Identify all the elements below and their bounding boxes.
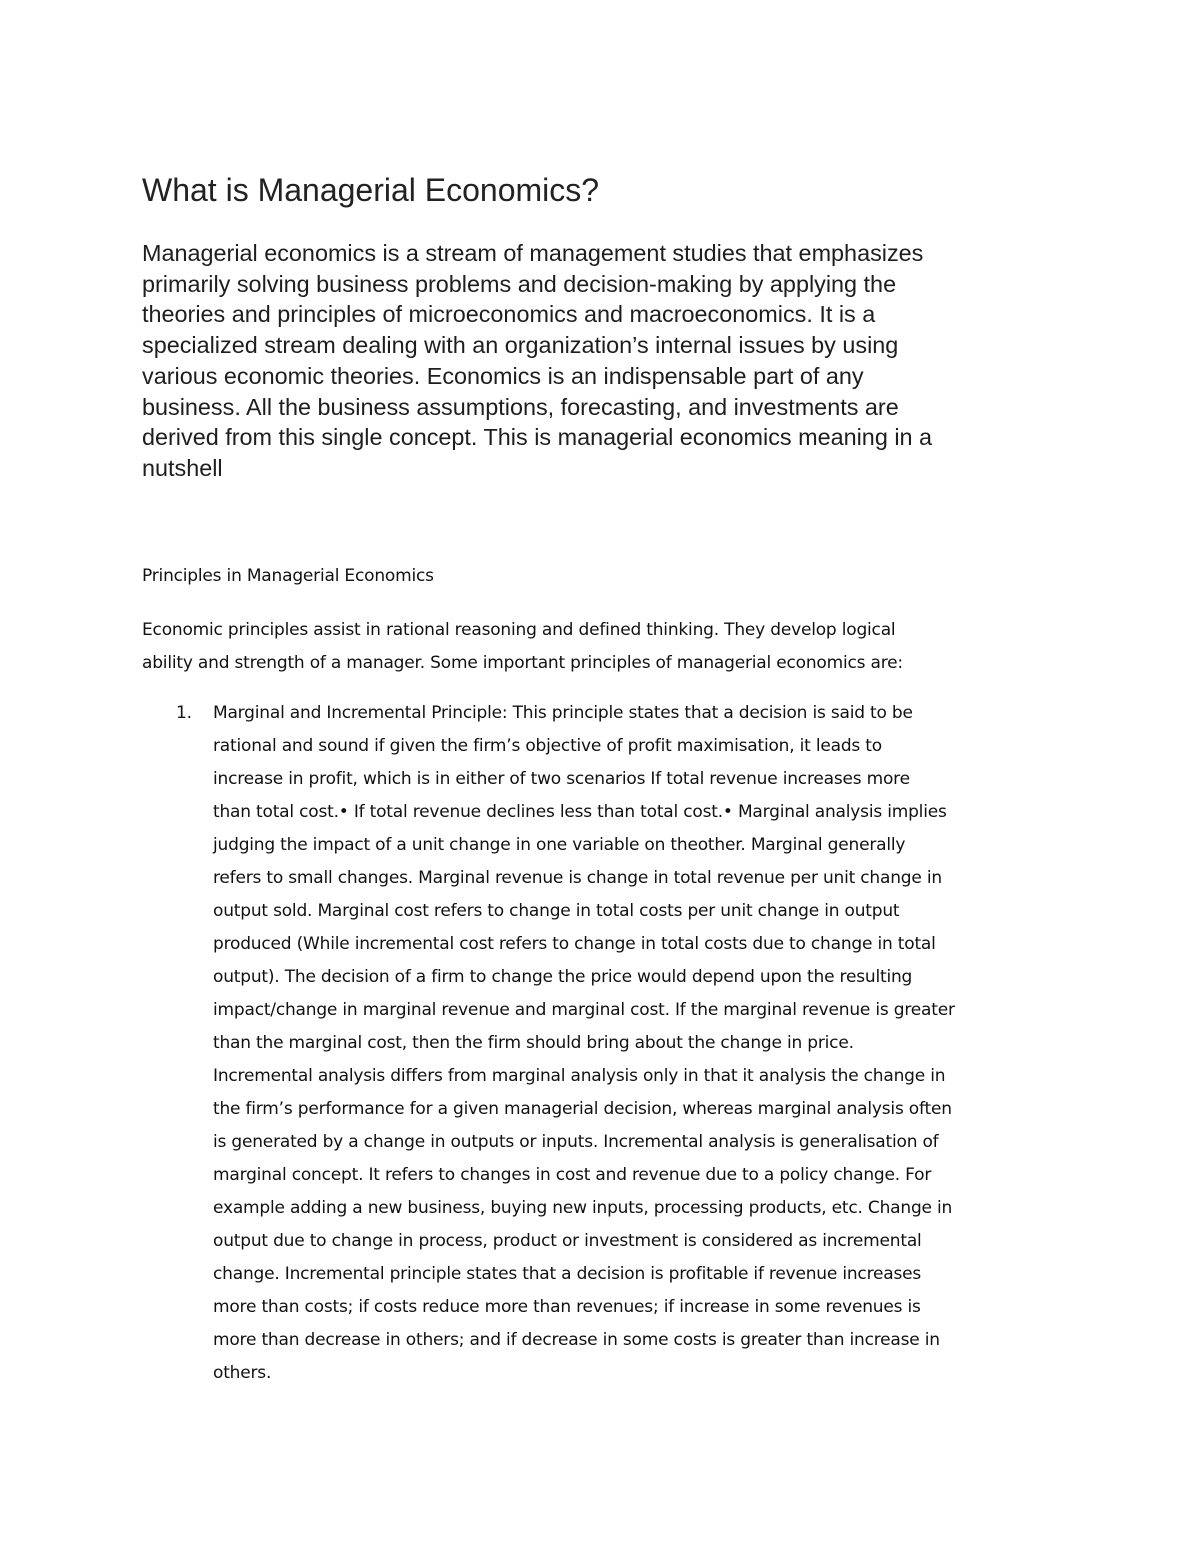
intro-line: Managerial economics is a stream of management studies that emphasizes (142, 240, 924, 266)
intro-line: theories and principles of microeconomics and macroeconomics. It is a (142, 301, 876, 328)
section-paragraph-line: ability and strength of a manager. Some important principles of managerial economics are: (142, 653, 903, 673)
list-item-line: impact/change in marginal revenue and marginal cost. If the marginal revenue is greater (213, 1000, 955, 1020)
list-item-line: others. (213, 1363, 272, 1383)
intro-line: various economic theories. Economics is an indispensable part of any (142, 362, 864, 389)
list-item-line: than total cost.• If total revenue declines less than total cost.• Marginal analysis implies (213, 802, 947, 822)
list-item-line: produced (While incremental cost refers to change in total costs due to change in total (213, 934, 936, 954)
list-item-line: more than decrease in others; and if decrease in some costs is greater than increase in (213, 1330, 940, 1350)
section-paragraph (142, 614, 1102, 680)
intro-line: specialized stream dealing with an organization’s internal issues by using (142, 332, 899, 359)
intro-line: primarily solving business problems and decision-making by applying the (142, 270, 897, 297)
list-item-line: the firm’s performance for a given managerial decision, whereas marginal analysis often (213, 1099, 952, 1119)
intro-line: derived from this single concept. This is managerial economics meaning in a (142, 424, 933, 451)
list-item-line: is generated by a change in outputs or inputs. Incremental analysis is generalisation of (213, 1132, 939, 1152)
list-item-text (213, 697, 1113, 1390)
intro-line: business. All the business assumptions, forecasting, and investments are (142, 393, 899, 420)
intro-line: nutshell (142, 454, 223, 481)
list-item-line: change. Incremental principle states that a decision is profitable if revenue increases (213, 1264, 922, 1284)
list-item-line: example adding a new business, buying new inputs, processing products, etc. Change in (213, 1198, 953, 1218)
list-item-line: output sold. Marginal cost refers to change in total costs per unit change in output (213, 901, 900, 921)
section-paragraph-line: Economic principles assist in rational reasoning and defined thinking. They develop logical (142, 620, 896, 640)
list-item-line: output due to change in process, product or investment is considered as incremental (213, 1231, 922, 1251)
list-item-line: increase in profit, which is in either of two scenarios If total revenue increases more (213, 769, 910, 789)
list-item-line: than the marginal cost, then the firm should bring about the change in price. (213, 1033, 854, 1053)
list-item-line: Incremental analysis differs from marginal analysis only in that it analysis the change in (213, 1066, 946, 1086)
list-item-line: Marginal and Incremental Principle: This principle states that a decision is said to be (213, 703, 913, 723)
list-item-line: refers to small changes. Marginal revenue is change in total revenue per unit change in (213, 868, 942, 888)
list-item-line: output). The decision of a firm to change the price would depend upon the resulting (213, 967, 913, 987)
document-title: What is Managerial Economics? (142, 172, 600, 208)
list-item-line: marginal concept. It refers to changes in cost and revenue due to a policy change. For (213, 1165, 932, 1185)
list-item-line: rational and sound if given the firm’s objective of profit maximisation, it leads to (213, 736, 882, 756)
list-item-line: more than costs; if costs reduce more than revenues; if increase in some revenues is (213, 1297, 921, 1317)
list-item-number: 1. (176, 703, 192, 723)
list-item-line: judging the impact of a unit change in one variable on theother. Marginal generally (213, 835, 906, 855)
intro-paragraph (142, 238, 1102, 484)
section-heading: Principles in Managerial Economics (142, 566, 434, 586)
